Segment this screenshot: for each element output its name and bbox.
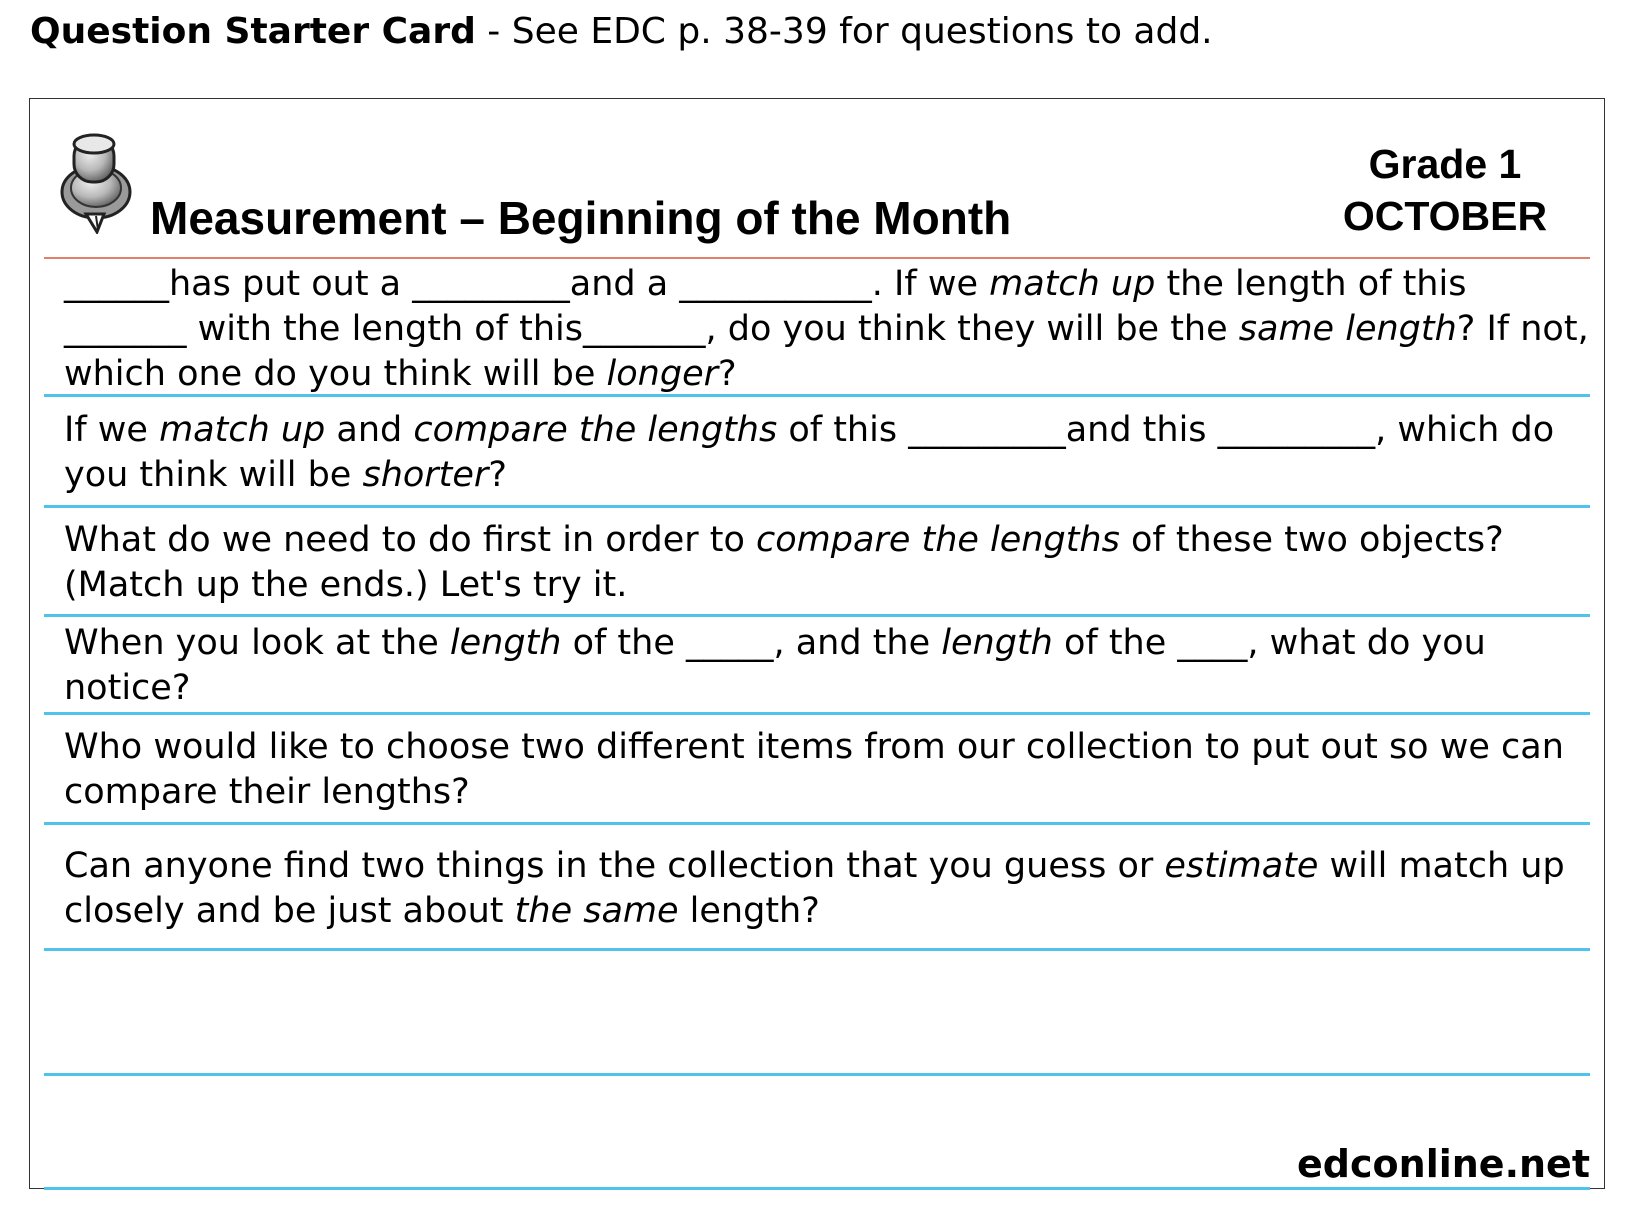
question-6: [64, 844, 1594, 934]
page-heading: [30, 8, 1213, 56]
row-divider: [44, 712, 1590, 715]
blank-row-divider: [44, 1073, 1590, 1076]
question-text: ______has put out a _________and a ___________. If we: [64, 264, 990, 304]
header-divider: [44, 257, 1590, 259]
question-text: What do we need to do first in order to: [64, 520, 757, 560]
row-divider: [44, 948, 1590, 951]
pushpin-icon: [60, 130, 136, 234]
question-3: [64, 518, 1594, 608]
question-text: ? If not, which one do you think will be: [64, 309, 1589, 394]
grade-month: [1300, 138, 1590, 242]
question-text: will match up closely and be just about: [64, 846, 1565, 931]
emphasis-text: shorter: [362, 455, 489, 495]
question-text: When you look at the: [64, 623, 450, 663]
question-text: If we: [64, 410, 160, 450]
question-text: of the _____, and the: [561, 623, 942, 663]
row-divider: [44, 822, 1590, 825]
question-text: of this _________and this _________, which do you think will be: [64, 410, 1555, 495]
emphasis-text: length: [449, 623, 562, 663]
emphasis-text: the same: [514, 891, 679, 931]
site-footer: edconline.net: [1297, 1142, 1590, 1186]
heading-note: - See EDC p. 38-39 for questions to add.: [475, 11, 1213, 52]
question-text: and: [325, 410, 414, 450]
question-4: [64, 621, 1594, 711]
question-text: of the ____, what do you notice?: [64, 623, 1486, 708]
emphasis-text: longer: [606, 354, 719, 394]
question-5: [64, 725, 1594, 815]
question-text: the length of this _______ with the length of this_______, do you think they will be the: [64, 264, 1467, 349]
question-text: of these two objects? (Match up the ends.) Let's try it.: [64, 520, 1504, 605]
question-text: ?: [488, 455, 507, 495]
question-text: ?: [718, 354, 737, 394]
question-text: Can anyone find two things in the collection that you guess or: [64, 846, 1165, 886]
grade-label: Grade 1: [1368, 141, 1522, 187]
emphasis-text: compare the lengths: [756, 520, 1120, 560]
emphasis-text: match up: [159, 410, 326, 450]
question-text: Who would like to choose two different items from our collection to put out so we can compare their lengths?: [64, 727, 1564, 812]
question-1: [64, 262, 1594, 397]
emphasis-text: compare the lengths: [413, 410, 778, 450]
row-divider: [44, 505, 1590, 508]
emphasis-text: length: [941, 623, 1053, 663]
emphasis-text: match up: [989, 264, 1156, 304]
bottom-divider: [44, 1187, 1590, 1190]
row-divider: [44, 394, 1590, 397]
emphasis-text: same length: [1238, 309, 1457, 349]
row-divider: [44, 614, 1590, 617]
emphasis-text: estimate: [1164, 846, 1319, 886]
card-label: Question Starter Card: [30, 11, 476, 52]
question-text: length?: [678, 891, 820, 931]
card-title: Measurement – Beginning of the Month: [150, 192, 1012, 244]
month-label: OCTOBER: [1342, 193, 1548, 239]
question-2: [64, 408, 1594, 498]
